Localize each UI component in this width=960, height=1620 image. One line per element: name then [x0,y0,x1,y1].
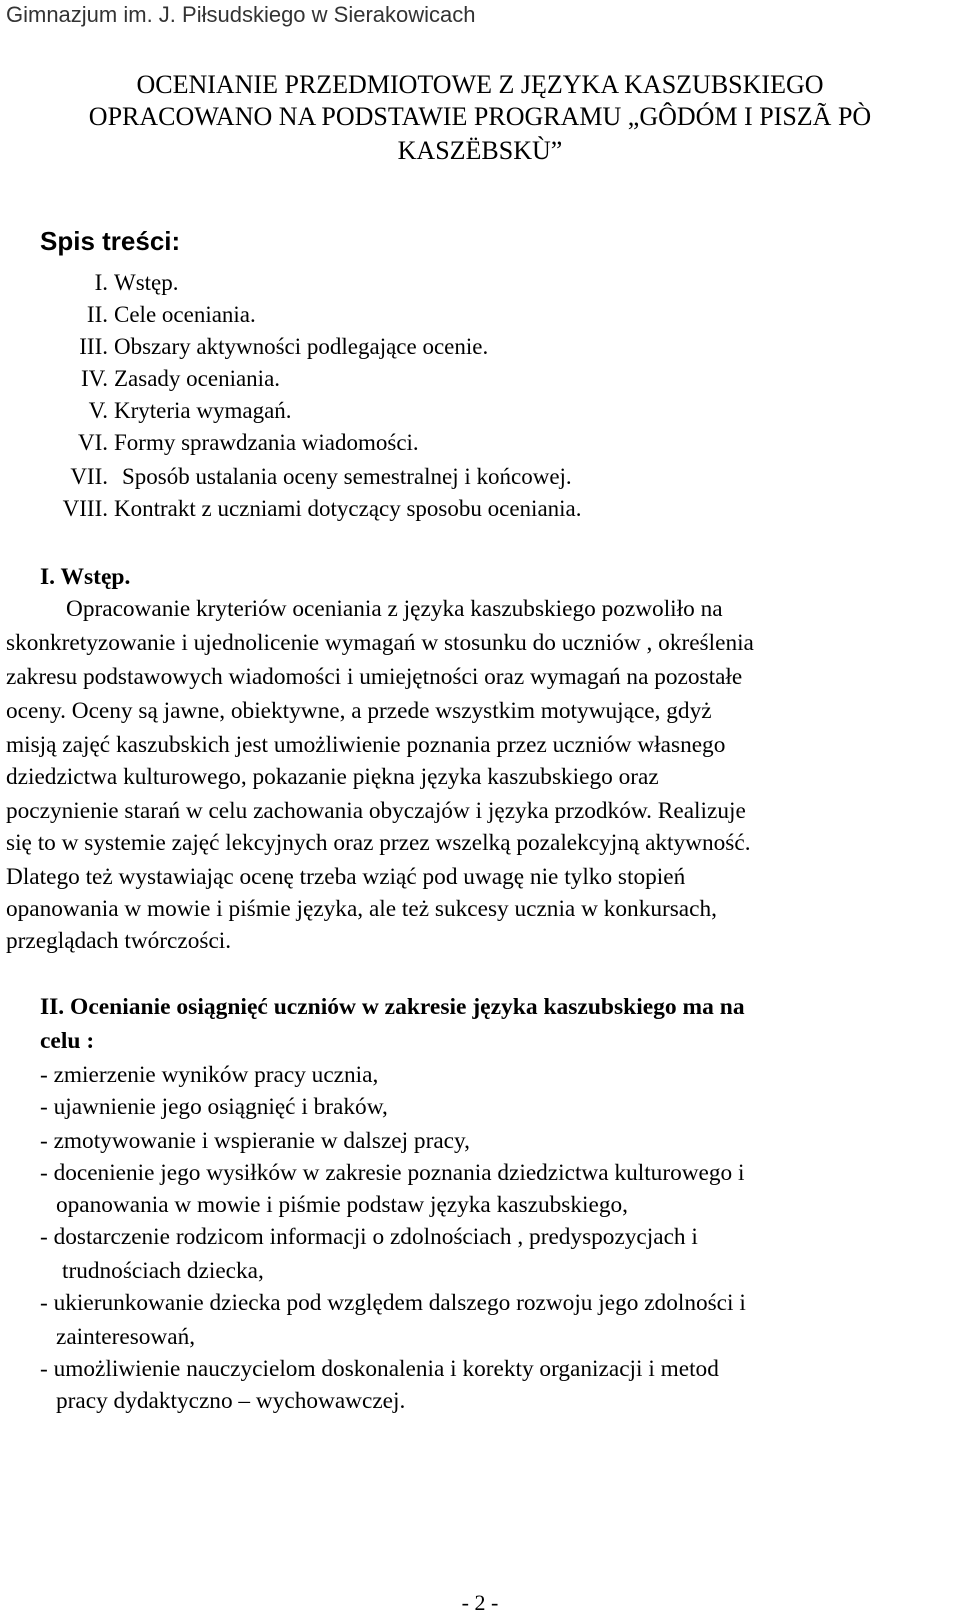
list-item: - umożliwienie nauczycielom doskonalenia i korekty organizacji i metod [40,1356,719,1382]
list-item: - docenienie jego wysiłków w zakresie poznania dziedzictwa kulturowego i [40,1160,745,1186]
section-2-heading-continued: celu : [40,1028,95,1054]
list-item: - dostarczenie rodzicom informacji o zdolnościach , predyspozycjach i [40,1224,698,1250]
toc-item-text: Kontrakt z uczniami dotyczący sposobu oceniania. [114,496,582,521]
section-1-heading: I. Wstęp. [40,564,131,590]
toc-item-number: IV. [80,366,108,391]
paragraph-line: misją zajęć kaszubskich jest umożliwienie poznania przez uczniów własnego [6,732,726,758]
list-item: - zmotywowanie i wspieranie w dalszej pracy, [40,1128,470,1154]
toc-item-text: Sposób ustalania oceny semestralnej i końcowej. [122,464,572,489]
list-item-continued: zainteresowań, [56,1324,196,1350]
toc-item-text: Obszary aktywności podlegające ocenie. [114,334,489,359]
section-2-heading: II. Ocenianie osiągnięć uczniów w zakresie języka kaszubskiego ma na [40,994,745,1020]
title-line-2: OPRACOWANO NA PODSTAWIE PROGRAMU „GÔDÓM I PISZÃ PÒ [88,102,872,131]
title-line-1: OCENIANIE PRZEDMIOTOWE Z JĘZYKA KASZUBSKIEGO [136,70,824,99]
toc-item-number: II. [86,302,108,327]
toc-item-number: III. [79,334,108,359]
paragraph-line: Dlatego też wystawiając ocenę trzeba wziąć pod uwagę nie tylko stopień [6,864,686,890]
list-item-continued: opanowania w mowie i piśmie podstaw języka kaszubskiego, [56,1192,628,1218]
page-number: - 2 - [461,1590,499,1615]
paragraph-line: dziedzictwa kulturowego, pokazanie piękna języka kaszubskiego oraz [6,764,659,790]
paragraph-line: zakresu podstawowych wiadomości i umiejętności oraz wymagań na pozostałe [6,664,743,690]
toc-item-number: I. [94,270,108,295]
toc-item-text: Formy sprawdzania wiadomości. [114,430,419,455]
toc-heading: Spis treści: [40,226,181,256]
paragraph-line: się to w systemie zajęć lekcyjnych oraz przez wszelką pozalekcyjną aktywność. [6,830,751,856]
toc-item-number: VI. [77,430,108,455]
paragraph-line: oceny. Oceny są jawne, obiektywne, a przede wszystkim motywujące, gdyż [6,698,712,724]
list-item-continued: pracy dydaktyczno – wychowawczej. [56,1388,406,1414]
toc-item-number: VII. [70,464,108,489]
document-header: Gimnazjum im. J. Piłsudskiego w Sierakowicach [6,2,476,27]
toc-item-text: Cele oceniania. [114,302,256,327]
list-item: - ujawnienie jego osiągnięć i braków, [40,1094,388,1120]
paragraph-line: poczynienie starań w celu zachowania obyczajów i języka przodków. Realizuje [6,798,746,824]
paragraph-line: Opracowanie kryteriów oceniania z języka kaszubskiego pozwoliło na [66,596,723,622]
toc-item-text: Kryteria wymagań. [114,398,292,423]
title-line-3: KASZËBSKÙ” [397,136,563,165]
toc-item-text: Zasady oceniania. [114,366,281,391]
paragraph-line: opanowania w mowie i piśmie języka, ale też sukcesy ucznia w konkursach, [6,896,717,922]
toc-item-text: Wstęp. [114,270,179,295]
paragraph-line: przeglądach twórczości. [6,928,232,954]
paragraph-line: skonkretyzowanie i ujednolicenie wymagań w stosunku do uczniów , określenia [6,630,754,656]
toc-item-number: V. [88,398,108,423]
toc-item-number: VIII. [62,496,108,521]
list-item: - zmierzenie wyników pracy ucznia, [40,1062,379,1088]
list-item: - ukierunkowanie dziecka pod względem dalszego rozwoju jego zdolności i [40,1290,746,1316]
list-item-continued: trudnościach dziecka, [62,1258,264,1284]
